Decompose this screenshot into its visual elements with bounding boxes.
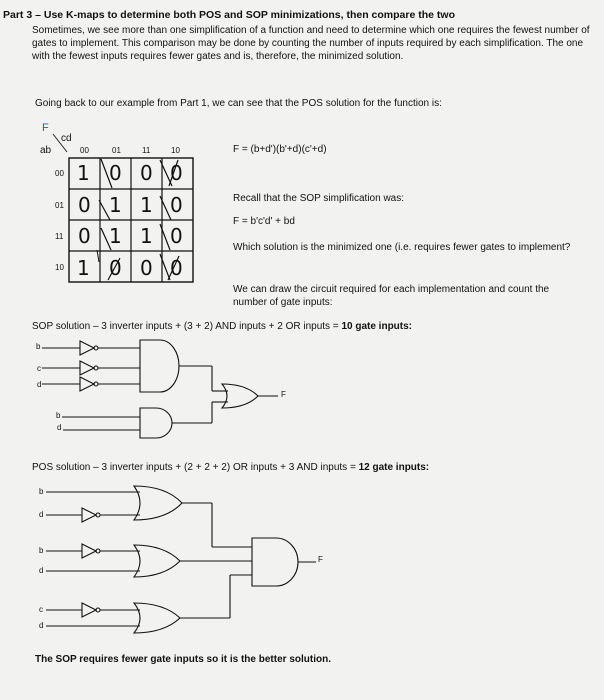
sop-expression: F = b'c'd' + bd	[233, 216, 295, 227]
pos-output-label: F	[318, 555, 323, 564]
kmap-cell: 0	[170, 224, 183, 248]
draw-note: We can draw the circuit required for each implementation and count the number of gate inputs:	[233, 284, 550, 308]
sop-input-label: c	[37, 364, 41, 373]
recall-text: Recall that the SOP simplification was:	[233, 193, 405, 204]
kmap-cell: 0	[140, 161, 153, 185]
kmap-cell: 0	[109, 256, 122, 280]
kmap-cell: 0	[109, 161, 122, 185]
kmap-cell: 1	[77, 256, 90, 280]
question-text: Which solution is the minimized one (i.e. requires fewer gates to implement?	[233, 242, 571, 253]
pos-solution-total: 12 gate inputs:	[358, 462, 430, 473]
kmap-col-header: 00	[80, 146, 89, 155]
kmap-col-header: 11	[142, 146, 151, 155]
kmap-row-header: 00	[55, 169, 64, 178]
pos-input-label: b	[39, 487, 44, 496]
kmap-cell: 0	[78, 224, 91, 248]
sop-input-label: d	[57, 423, 62, 432]
pos-input-label: d	[39, 621, 44, 630]
kmap-f-label: F	[42, 122, 49, 134]
conclusion-text: The SOP requires fewer gate inputs so it is the better solution.	[35, 654, 331, 665]
kmap-col-header: 01	[112, 146, 121, 155]
pos-solution-prefix: POS solution – 3 inverter inputs + (2 + 2 + 2) OR inputs + 3 AND inputs =	[32, 462, 359, 473]
kmap-cell: 1	[140, 224, 153, 248]
part-heading: Part 3 – Use K-maps to determine both POS and SOP minimizations, then compare the two	[3, 9, 455, 21]
kmap-row-header: 11	[55, 232, 64, 241]
sop-solution-total: 10 gate inputs:	[341, 321, 413, 332]
kmap-cell: 0	[140, 256, 153, 280]
kmap-cd-label: cd	[61, 133, 72, 144]
kmap-cell: 0	[170, 193, 183, 217]
sop-input-label: b	[56, 411, 61, 420]
kmap-row-header: 01	[55, 201, 64, 210]
going-back-text: Going back to our example from Part 1, we can see that the POS solution for the function is:	[35, 98, 442, 109]
kmap-cell: 1	[109, 193, 122, 217]
kmap-row-header: 10	[55, 263, 64, 272]
sop-output-label: F	[281, 390, 286, 399]
kmap-cell: 1	[109, 224, 122, 248]
pos-input-label: b	[39, 546, 44, 555]
kmap-cell: 0	[78, 193, 91, 217]
pos-input-label: d	[39, 510, 44, 519]
intro-paragraph: Sometimes, we see more than one simplification of a function and need to determine which one requires the fewest number of gates to implement. This comparison may be done by counting the number of inputs required by each simplification. The one with the fewest inputs requires fewer gates and is, therefore, the minimized solution.	[32, 25, 590, 62]
pos-expression: F = (b+d')(b'+d)(c'+d)	[233, 144, 327, 155]
kmap-cell: 0	[170, 161, 183, 185]
sop-input-label: b	[36, 342, 41, 351]
pos-input-label: c	[39, 605, 43, 614]
sop-solution-prefix: SOP solution – 3 inverter inputs + (3 + 2) AND inputs + 2 OR inputs =	[32, 321, 342, 332]
kmap-cell: 1	[77, 161, 90, 185]
kmap-cell: 1	[140, 193, 153, 217]
pos-input-label: d	[39, 566, 44, 575]
sop-input-label: d	[37, 380, 42, 389]
kmap-col-header: 10	[171, 146, 180, 155]
kmap-cell: 0	[170, 256, 183, 280]
kmap-ab-label: ab	[40, 145, 52, 156]
